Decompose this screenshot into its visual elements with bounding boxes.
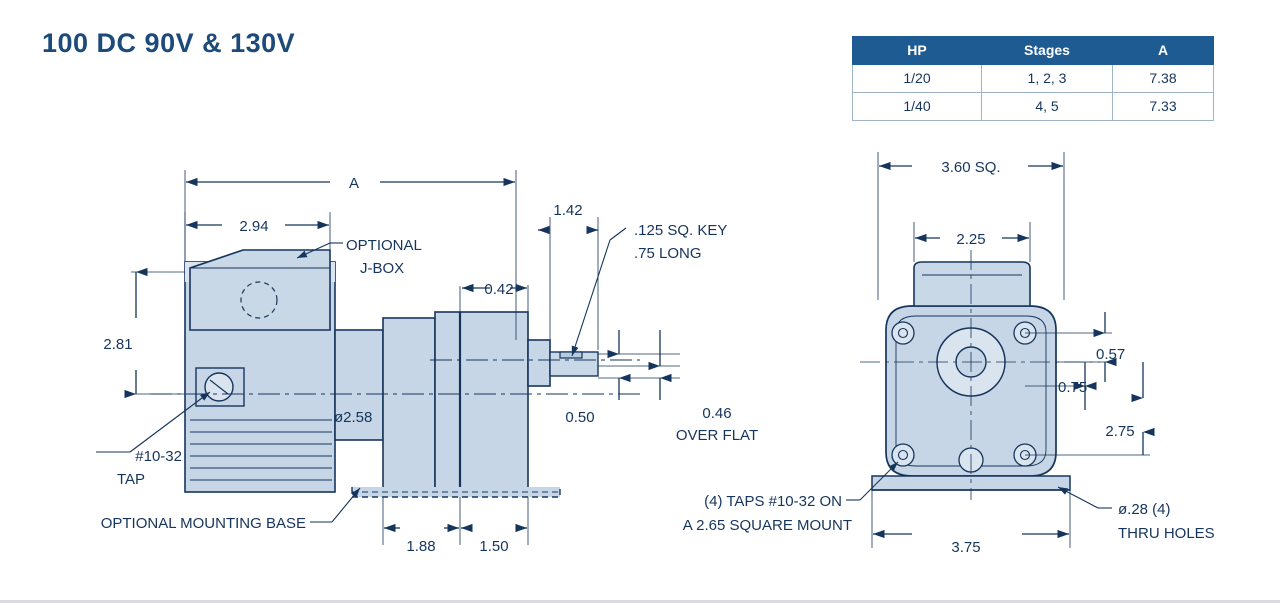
label-taps-line1: (4) TAPS #10-32 ON: [704, 493, 842, 510]
page-title: 100 DC 90V & 130V: [42, 28, 296, 58]
cell-stages: 1, 2, 3: [982, 65, 1113, 93]
label-tap-line2: TAP: [116, 471, 145, 488]
label-optional-mounting-base: OPTIONAL MOUNTING BASE: [100, 515, 306, 532]
dim-2-75: 2.75: [1105, 423, 1135, 440]
cell-hp: 1/20: [853, 65, 982, 93]
dim-2-58-dia: ø2.58: [334, 409, 373, 426]
dim-2-25: 2.25: [956, 231, 986, 248]
dim-3-75: 3.75: [951, 539, 981, 556]
label-thru-holes-line2: THRU HOLES: [1118, 525, 1215, 542]
label-tap-line1: #10-32: [135, 448, 182, 465]
label-optional-jbox-line1: OPTIONAL: [346, 237, 422, 254]
dim-0-75: 0.75: [1058, 379, 1088, 396]
dim-1-42: 1.42: [553, 202, 583, 219]
side-view-geometry: [131, 170, 680, 545]
cell-stages: 4, 5: [982, 93, 1113, 121]
dim-a: A: [348, 175, 360, 192]
dim-0-42: 0.42: [484, 281, 514, 298]
cell-a: 7.33: [1113, 93, 1214, 121]
dim-2-81: 2.81: [103, 336, 133, 353]
dim-0-46: 0.46: [702, 405, 732, 422]
dim-1-50: 1.50: [479, 538, 509, 555]
label-over-flat: OVER FLAT: [675, 427, 759, 444]
label-taps-line2: A 2.65 SQUARE MOUNT: [682, 517, 852, 534]
cell-a: 7.38: [1113, 65, 1214, 93]
label-key-line2: .75 LONG: [634, 245, 702, 262]
dim-0-50: 0.50: [565, 409, 595, 426]
cell-hp: 1/40: [853, 93, 982, 121]
column-header-hp: HP: [853, 37, 982, 65]
column-header-stages: Stages: [982, 37, 1113, 65]
dim-1-88: 1.88: [406, 538, 436, 555]
label-key-line1: .125 SQ. KEY: [634, 222, 728, 239]
dim-0-57: 0.57: [1096, 346, 1126, 363]
dim-2-94: 2.94: [239, 218, 269, 235]
column-header-a: A: [1113, 37, 1214, 65]
label-thru-holes-line1: ø.28 (4): [1118, 501, 1171, 518]
label-optional-jbox-line2: J-BOX: [360, 260, 405, 277]
dim-3-60-sq: 3.60 SQ.: [941, 159, 1001, 176]
